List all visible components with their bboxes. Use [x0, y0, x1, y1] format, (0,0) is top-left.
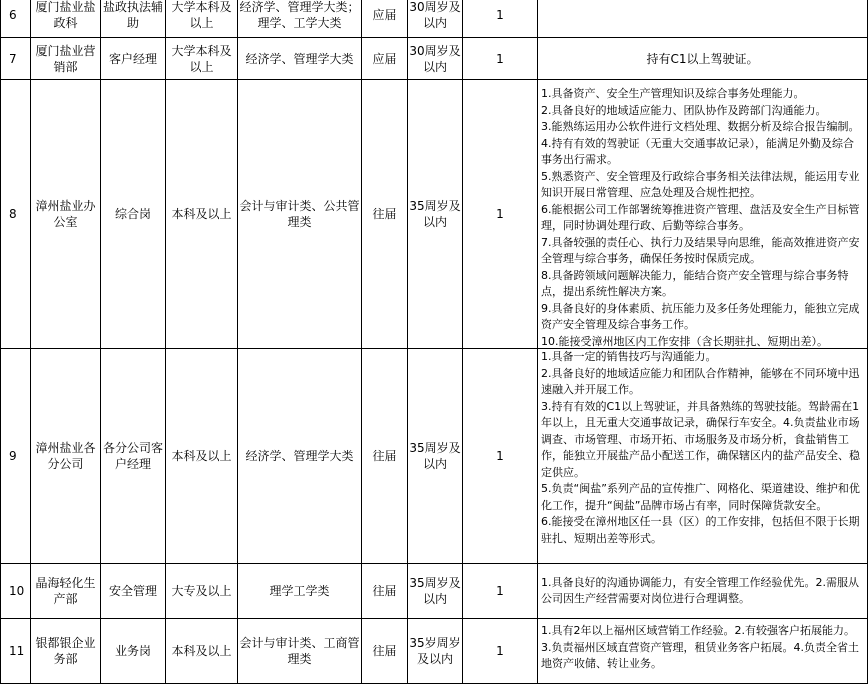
age-cell: 35周岁及以内	[408, 349, 463, 564]
requirements-cell: 持有C1以上驾驶证。	[538, 38, 868, 80]
row-number: 6	[1, 0, 31, 38]
headcount-cell: 1	[463, 619, 538, 684]
education-cell: 本科及以上	[166, 619, 238, 684]
department-cell: 漳州盐业办公室	[31, 80, 101, 349]
row-number: 10	[1, 564, 31, 619]
department-cell: 晶海轻化生产部	[31, 564, 101, 619]
requirement-line: 3.能熟练运用办公软件进行文档处理、数据分析及综合报告编制。	[541, 120, 860, 133]
requirements-cell	[538, 0, 868, 38]
department-cell: 银都银企业务部	[31, 619, 101, 684]
position-cell: 安全管理	[101, 564, 166, 619]
requirements-cell	[538, 619, 868, 684]
table-row	[1, 38, 868, 80]
requirement-line: 3.持有有效的C1以上驾驶证，并具备熟练的驾驶技能。驾龄需在1年以上，且无重大交通事故记录，确保行车安全。4.负责盐业市场调查、市场管理、市场开拓、市场服务及市场分析，食盐销售工作，能独立开展盐产品小配送工作，确保辖区内的盐产品安全、稳定供应。	[541, 399, 860, 479]
department-cell: 漳州盐业各分公司	[31, 349, 101, 564]
headcount-cell: 1	[463, 349, 538, 564]
position-cell: 综合岗	[101, 80, 166, 349]
age-cell: 35周岁及以内	[408, 564, 463, 619]
major-cell: 理学工学类	[238, 564, 362, 619]
graduate-type-cell: 往届	[362, 564, 408, 619]
requirement-line: 2.具备良好的地域适应能力和团队合作精神，能够在不同环境中迅速融入并开展工作。	[541, 366, 860, 396]
requirement-line: 8.具备跨领域问题解决能力，能结合资产安全管理与综合事务特点，提出系统性解决方案。	[541, 268, 849, 298]
major-cell: 经济学、管理学大类；理学、工学大类	[238, 0, 362, 38]
graduate-type-cell: 应届	[362, 38, 408, 80]
row-number: 8	[1, 80, 31, 349]
headcount-cell: 1	[463, 38, 538, 80]
graduate-type-cell: 往届	[362, 619, 408, 684]
table-row	[1, 564, 868, 619]
requirement-line: 2.具备良好的地域适应能力、团队协作及跨部门沟通能力。	[541, 103, 827, 117]
education-cell: 大专及以上	[166, 564, 238, 619]
graduate-type-cell: 往届	[362, 80, 408, 349]
major-cell: 经济学、管理学大类	[238, 349, 362, 564]
row-number: 7	[1, 38, 31, 80]
requirement-line: 6.能接受在漳州地区任一县（区）的工作安排，包括但不限于长期驻扎、短期出差等形式。	[541, 515, 860, 545]
requirement-line: 4.持有有效的驾驶证（无重大交通事故记录），能满足外勤及综合事务出行需求。	[541, 136, 854, 166]
table-row	[1, 0, 868, 38]
requirements-cell	[538, 349, 868, 564]
department-cell: 厦门盐业营销部	[31, 38, 101, 80]
requirement-line: 1.具备资产、安全生产管理知识及综合事务处理能力。	[541, 87, 805, 100]
age-cell: 30周岁及以内	[408, 38, 463, 80]
table-row	[1, 80, 868, 349]
requirement-line: 1.具备一定的销售技巧与沟通能力。	[541, 350, 717, 363]
requirements-cell	[538, 564, 868, 619]
row-number: 9	[1, 349, 31, 564]
requirement-line: 7.具备较强的责任心、执行力及结果导向思维，能高效推进资产安全管理与综合事务，确保任务按时保质完成。	[541, 235, 860, 265]
requirement-line: 1.具备良好的沟通协调能力，有安全管理工作经验优先。2.需服从公司因生产经营需要对岗位进行合理调整。	[541, 575, 859, 605]
row-number: 11	[1, 619, 31, 684]
headcount-cell: 1	[463, 80, 538, 349]
age-cell: 30周岁及以内	[408, 0, 463, 38]
requirement-line: 10.能接受漳州地区内工作安排（含长期驻扎、短期出差）。	[541, 334, 828, 348]
education-cell: 本科及以上	[166, 80, 238, 349]
table-row	[1, 619, 868, 684]
requirement-line: 6.能根据公司工作部署统筹推进资产管理、盘活及安全生产目标管理，同时协调处理行政、后勤等综合事务。	[541, 202, 860, 232]
education-cell: 本科及以上	[166, 349, 238, 564]
requirement-line: 1.具有2年以上福州区域营销工作经验。2.有较强客户拓展能力。3.负责福州区域直营资产管理，租赁业务客户拓展。4.负责全省土地资产收储、转让业务。	[541, 624, 859, 670]
education-cell: 大学本科及以上	[166, 0, 238, 38]
age-cell: 35岁周岁及以内	[408, 619, 463, 684]
major-cell: 会计与审计类、工商管理类	[238, 619, 362, 684]
position-cell: 各分公司客户经理	[101, 349, 166, 564]
department-cell: 厦门盐业盐政科	[31, 0, 101, 38]
requirement-line: 9.具备良好的身体素质、抗压能力及多任务处理能力，能独立完成资产安全管理及综合事务工作。	[541, 301, 860, 331]
headcount-cell: 1	[463, 564, 538, 619]
requirements-cell	[538, 80, 868, 349]
graduate-type-cell: 往届	[362, 349, 408, 564]
position-cell: 业务岗	[101, 619, 166, 684]
table-row	[1, 349, 868, 564]
graduate-type-cell: 应届	[362, 0, 408, 38]
requirement-line: 5.熟悉资产、安全管理及行政综合事务相关法律法规，能运用专业知识开展日常管理、应急处理及合规性把控。	[541, 169, 860, 199]
headcount-cell: 1	[463, 0, 538, 38]
position-cell: 盐政执法辅助	[101, 0, 166, 38]
education-cell: 大学本科及以上	[166, 38, 238, 80]
major-cell: 经济学、管理学大类	[238, 38, 362, 80]
position-cell: 客户经理	[101, 38, 166, 80]
major-cell: 会计与审计类、公共管理类	[238, 80, 362, 349]
requirement-line: 5.负责“闽盐”系列产品的宣传推广、网格化、渠道建设、维护和优化工作，提升“闽盐”品牌市场占有率，同时保障货款安全。	[541, 482, 860, 512]
age-cell: 35周岁及以内	[408, 80, 463, 349]
